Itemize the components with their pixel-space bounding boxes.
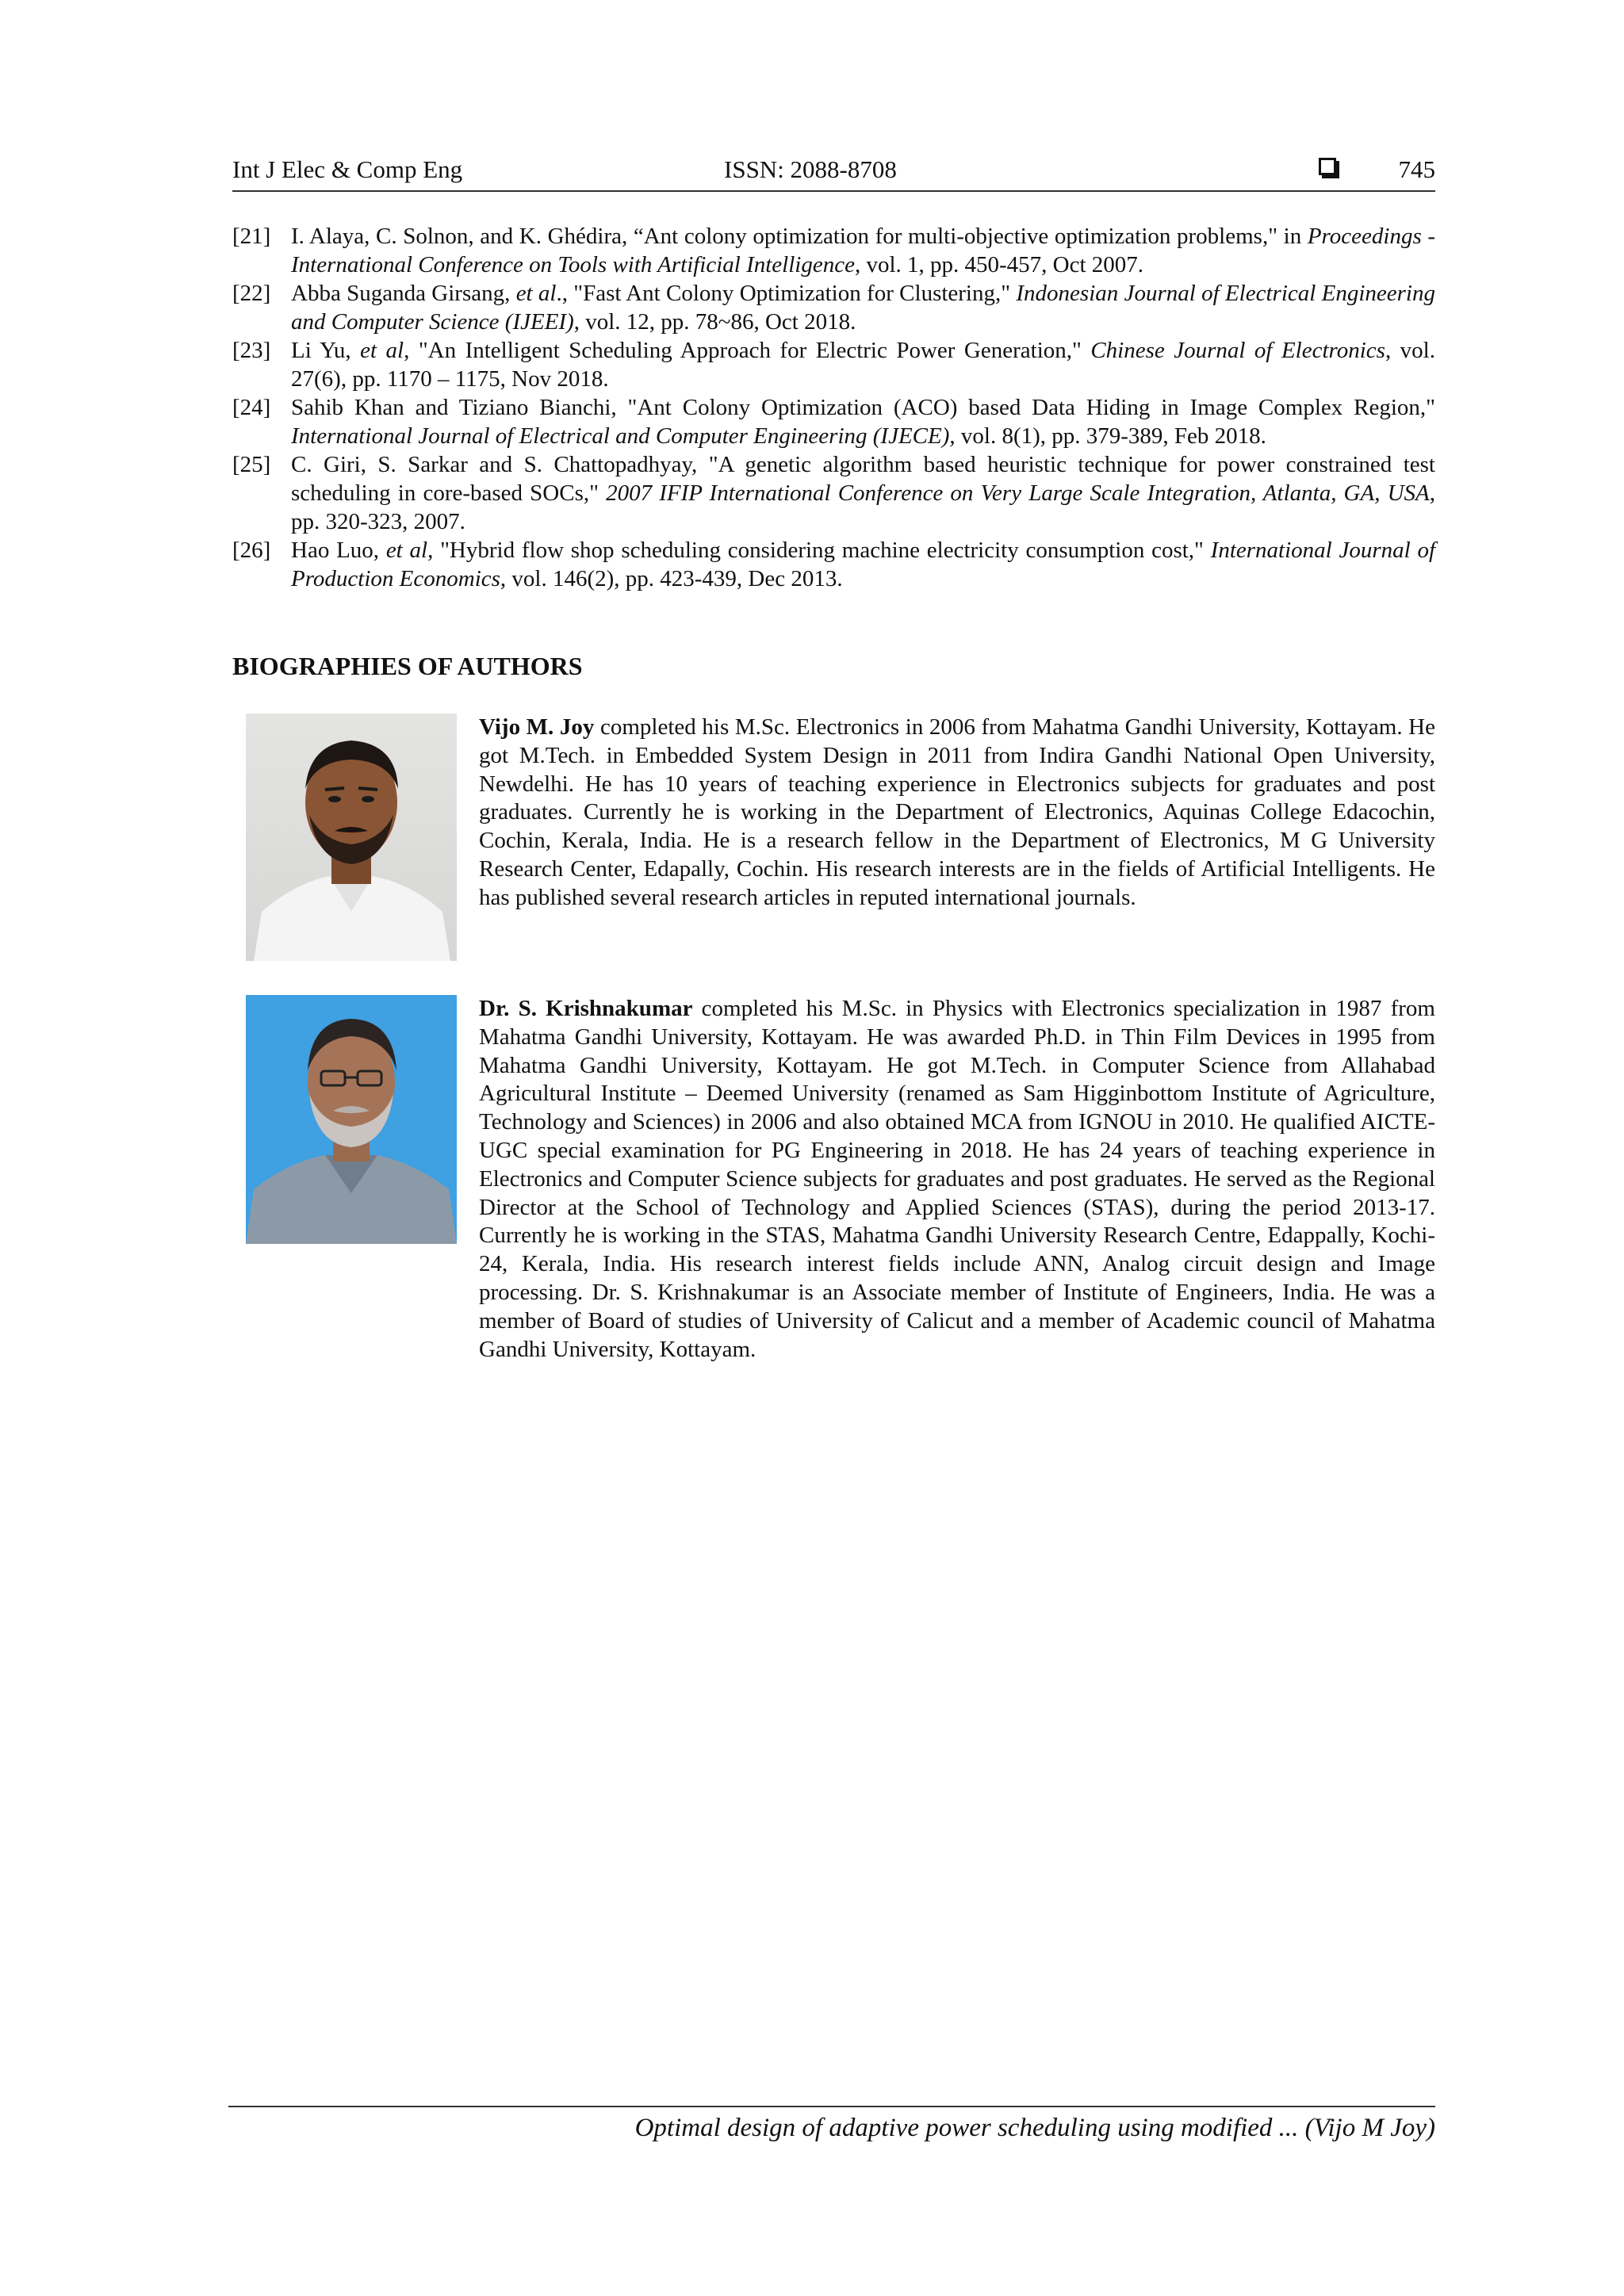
reference-details: , vol. 1, pp. 450-457, Oct 2007. [854,252,1144,277]
author-description: completed his M.Sc. Electronics in 2006 from Mahatma Gandhi University, Kottayam. He got M.Tech. in Embedded System Design in 2011 from Indira Gandhi National Open University, Newdelhi. He has 10 years of teaching experience in Electronics subjects for graduates and post graduates. Currently he is working in the Department of Electronics, Aquinas College Edacochin, Cochin, Kerala, India. He is a research fellow in the Department of Electronics, M G University Research Center, Edapally, Cochin. His research interests are in the fields of Artificial Intelligents. He has published several research articles in reputed international journals. [479,714,1436,910]
author-name: Vijo M. Joy [479,714,595,740]
journal-name: Int J Elec & Comp Eng [232,155,463,183]
reference-text: Abba Suganda Girsang, [291,281,516,306]
reference-etal: et al [385,538,428,563]
issn: ISSN: 2088-8708 [724,155,897,183]
reference-item [232,279,1435,336]
author-bio-text [479,995,1435,1364]
reference-venue: International Journal of Production Economics [291,538,1435,591]
reference-item [232,536,1435,593]
page-number: 745 [1398,155,1435,183]
reference-text: Sahib Khan and Tiziano Bianchi, "Ant Colony Optimization (ACO) based Data Hiding in Image Complex Region," [291,395,1435,420]
reference-venue: Chinese Journal of Electronics [1090,338,1385,363]
reference-number: [24] [232,395,271,420]
reference-venue: 2007 IFIP International Conference on Very Large Scale Integration, Atlanta, GA, USA [606,480,1430,506]
reference-venue: Indonesian Journal of Electrical Engineering and Computer Science (IJEEI) [291,281,1435,335]
reference-details: , vol. 12, pp. 78~86, Oct 2018. [573,309,856,335]
box-icon [1319,158,1336,175]
reference-text: C. Giri, S. Sarkar and S. Chattopadhyay, "A genetic algorithm based heuristic technique for power constrained test scheduling in core-based SOCs," [291,452,1435,506]
reference-title: , "Hybrid flow shop scheduling considering machine electricity consumption cost," [427,538,1211,563]
reference-number: [25] [232,452,271,477]
reference-text: Li Yu, [291,338,361,363]
reference-number: [26] [232,538,271,563]
reference-venue: Proceedings - International Conference on Tools with Artificial Intelligence [291,224,1435,277]
reference-item [232,336,1435,393]
author-photo [246,714,457,961]
reference-details: , vol. 8(1), pp. 379-389, Feb 2018. [949,423,1266,449]
reference-venue: International Journal of Electrical and Computer Engineering (IJECE) [291,423,950,449]
author-description: completed his M.Sc. in Physics with Electronics specialization in 1987 from Mahatma Gandhi University, Kottayam. He was awarded Ph.D. in Thin Film Devices in 1995 from Mahatma Gandhi University, Kottayam. He got M.Tech. in Computer Science from Allahabad Agricultural Institute – Deemed University (renamed as Sam Higginbottom Institute of Agriculture, Technology and Sciences) in 2006 and also obtained MCA from IGNOU in 2010. He qualified AICTE-UGC special examination for PG Engineering in 2018. He has 24 years of teaching experience in Electronics and Computer Science subjects for graduates and post graduates. He served as the Regional Director at the School of Technology and Applied Sciences (STAS), during the period 2013-17. Currently he is working in the STAS, Mahatma Gandhi University Research Centre, Edappally, Kochi-24, Kerala, India. His research interest fields include ANN, Analog circuit design and Image processing. Dr. S. Krishnakumar is an Associate member of Institute of Engineers, India. He was a member of Board of studies of University of Calicut and a member of Academic council of Mahatma Gandhi University, Kottayam. [479,996,1435,1362]
author-bio [246,714,1435,967]
reference-text: Hao Luo, [291,538,386,563]
author-bio [246,995,1435,1362]
reference-number: [22] [232,281,271,306]
reference-item [232,450,1435,536]
author-bio-text [479,714,1435,913]
reference-etal: et al [360,338,404,363]
author-photo [246,995,457,1244]
reference-details: , pp. 320-323, 2007. [291,480,1436,534]
reference-list [232,222,1435,593]
reference-text: I. Alaya, C. Solnon, and K. Ghédira, “Ant colony optimization for multi-objective optimization problems," in [291,224,1308,249]
reference-item [232,222,1435,279]
author-name: Dr. S. Krishnakumar [479,996,693,1021]
page-header [232,155,1435,192]
reference-title: ., "Fast Ant Colony Optimization for Clustering," [556,281,1017,306]
footer-running-title: Optimal design of adaptive power scheduling using modified ... (Vijo M Joy) [634,2114,1435,2142]
reference-title: , "An Intelligent Scheduling Approach for Electric Power Generation," [404,338,1091,363]
biographies-heading: BIOGRAPHIES OF AUTHORS [232,652,583,680]
reference-number: [21] [232,224,271,249]
footer-rule [228,2106,1435,2107]
reference-details: , vol. 27(6), pp. 1170 – 1175, Nov 2018. [291,338,1435,392]
reference-item [232,393,1435,450]
reference-details: , vol. 146(2), pp. 423-439, Dec 2013. [500,566,843,591]
reference-etal: et al [515,281,557,306]
reference-number: [23] [232,338,271,363]
